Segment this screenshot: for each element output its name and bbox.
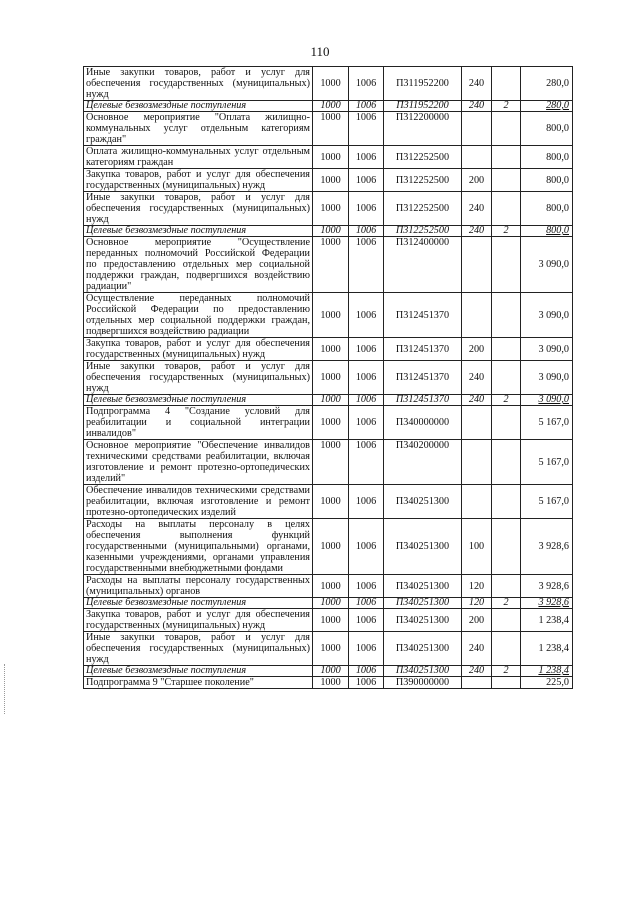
row-expense-type — [462, 146, 492, 169]
row-amount: 280,0 — [521, 101, 573, 112]
row-section: 1000 — [313, 146, 349, 169]
row-amount: 1 238,4 — [521, 609, 573, 632]
row-source — [492, 485, 521, 519]
row-expense-type: 240 — [462, 101, 492, 112]
row-expense-type: 240 — [462, 192, 492, 226]
table-row — [84, 575, 573, 598]
row-name: Целевые безвозмездные поступления — [84, 101, 313, 112]
table-row-gift — [84, 598, 573, 609]
row-source — [492, 192, 521, 226]
row-expense-type: 100 — [462, 519, 492, 575]
page-number: 110 — [310, 44, 330, 59]
row-section: 1000 — [313, 226, 349, 237]
row-name: Закупка товаров, работ и услуг для обеспечения государственных (муниципальных) нужд — [84, 609, 313, 632]
table-row-gift — [84, 226, 573, 237]
row-target-code: П340251300 — [384, 609, 462, 632]
row-amount: 5 167,0 — [521, 440, 573, 485]
table-row — [84, 338, 573, 361]
row-amount: 3 090,0 — [521, 237, 573, 293]
row-section: 1000 — [313, 598, 349, 609]
row-subsection: 1006 — [349, 67, 384, 101]
table-row — [84, 440, 573, 485]
row-expense-type — [462, 677, 492, 689]
row-name: Иные закупки товаров, работ и услуг для обеспечения государственных (муниципальных) нужд — [84, 192, 313, 226]
row-section: 1000 — [313, 169, 349, 192]
row-section: 1000 — [313, 406, 349, 440]
row-name: Целевые безвозмездные поступления — [84, 395, 313, 406]
row-section: 1000 — [313, 666, 349, 677]
row-subsection: 1006 — [349, 112, 384, 146]
row-amount: 3 090,0 — [521, 395, 573, 406]
row-name: Оплата жилищно-коммунальных услуг отдельным категориям граждан — [84, 146, 313, 169]
table-row-gift — [84, 666, 573, 677]
table-row — [84, 361, 573, 395]
row-section: 1000 — [313, 575, 349, 598]
row-expense-type: 240 — [462, 226, 492, 237]
row-subsection: 1006 — [349, 293, 384, 338]
row-section: 1000 — [313, 338, 349, 361]
row-source: 2 — [492, 598, 521, 609]
row-name: Основное мероприятие "Осуществление переданных полномочий Российской Федерации по предоставлению отдельных мер социальной поддержки граждан, подвергшихся воздействию радиации" — [84, 237, 313, 293]
row-amount: 3 090,0 — [521, 293, 573, 338]
row-section: 1000 — [313, 677, 349, 689]
row-subsection: 1006 — [349, 485, 384, 519]
row-expense-type — [462, 485, 492, 519]
row-source: 2 — [492, 226, 521, 237]
row-name: Обеспечение инвалидов техническими средствами реабилитации, включая изготовление и ремонт протезно-ортопедических изделий — [84, 485, 313, 519]
row-source — [492, 112, 521, 146]
row-target-code: П312451370 — [384, 395, 462, 406]
row-name: Расходы на выплаты персоналу в целях обеспечения выполнения функций государственными (муниципальными) органами, казенными учреждениями, органами управления государственными внебюджетными фондами — [84, 519, 313, 575]
row-section: 1000 — [313, 67, 349, 101]
row-subsection: 1006 — [349, 338, 384, 361]
row-name: Основное мероприятие "Обеспечение инвалидов техническими средствами реабилитации, включая изготовление и ремонт протезно-ортопедических изделий" — [84, 440, 313, 485]
row-subsection: 1006 — [349, 406, 384, 440]
row-target-code: П340251300 — [384, 666, 462, 677]
table-row-gift — [84, 395, 573, 406]
row-name: Основное мероприятие "Оплата жилищно-коммунальных услуг отдельным категориям граждан" — [84, 112, 313, 146]
row-expense-type: 240 — [462, 632, 492, 666]
row-subsection: 1006 — [349, 226, 384, 237]
row-target-code: П312451370 — [384, 338, 462, 361]
row-name: Подпрограмма 9 "Старшее поколение" — [84, 677, 313, 689]
row-expense-type: 200 — [462, 338, 492, 361]
row-section: 1000 — [313, 101, 349, 112]
row-amount: 1 238,4 — [521, 666, 573, 677]
row-subsection: 1006 — [349, 519, 384, 575]
row-target-code: П311952200 — [384, 67, 462, 101]
row-target-code: П312252500 — [384, 169, 462, 192]
row-name: Целевые безвозмездные поступления — [84, 226, 313, 237]
row-target-code: П312252500 — [384, 146, 462, 169]
row-name: Осуществление переданных полномочий Российской Федерации по предоставлению отдельных мер социальной поддержки граждан, подвергшихся воздействию радиации — [84, 293, 313, 338]
row-subsection: 1006 — [349, 609, 384, 632]
row-section: 1000 — [313, 440, 349, 485]
row-section: 1000 — [313, 112, 349, 146]
row-expense-type — [462, 112, 492, 146]
table-row — [84, 632, 573, 666]
table-row — [84, 146, 573, 169]
row-amount: 800,0 — [521, 146, 573, 169]
row-name: Закупка товаров, работ и услуг для обеспечения государственных (муниципальных) нужд — [84, 169, 313, 192]
table-body — [84, 67, 573, 689]
budget-table — [83, 66, 573, 689]
table-row — [84, 293, 573, 338]
row-amount: 3 928,6 — [521, 598, 573, 609]
row-name: Иные закупки товаров, работ и услуг для обеспечения государственных (муниципальных) нужд — [84, 361, 313, 395]
row-amount: 5 167,0 — [521, 485, 573, 519]
row-expense-type: 200 — [462, 609, 492, 632]
row-target-code: П340251300 — [384, 632, 462, 666]
row-source — [492, 440, 521, 485]
row-expense-type — [462, 293, 492, 338]
table-row — [84, 677, 573, 689]
row-amount: 800,0 — [521, 112, 573, 146]
row-subsection: 1006 — [349, 677, 384, 689]
margin-mark — [4, 664, 8, 714]
row-target-code: П340251300 — [384, 485, 462, 519]
table-row — [84, 406, 573, 440]
row-source — [492, 677, 521, 689]
row-target-code: П312252500 — [384, 226, 462, 237]
row-amount: 280,0 — [521, 67, 573, 101]
row-subsection: 1006 — [349, 101, 384, 112]
row-expense-type: 240 — [462, 666, 492, 677]
row-amount: 3 090,0 — [521, 361, 573, 395]
row-section: 1000 — [313, 609, 349, 632]
row-name: Расходы на выплаты персоналу государственных (муниципальных) органов — [84, 575, 313, 598]
row-expense-type — [462, 440, 492, 485]
table-row-gift — [84, 101, 573, 112]
row-section: 1000 — [313, 192, 349, 226]
row-source — [492, 575, 521, 598]
row-amount: 5 167,0 — [521, 406, 573, 440]
row-target-code: П390000000 — [384, 677, 462, 689]
row-amount: 800,0 — [521, 169, 573, 192]
row-source — [492, 361, 521, 395]
row-source — [492, 609, 521, 632]
row-name: Иные закупки товаров, работ и услуг для обеспечения государственных (муниципальных) нужд — [84, 67, 313, 101]
row-subsection: 1006 — [349, 237, 384, 293]
row-section: 1000 — [313, 519, 349, 575]
row-source — [492, 67, 521, 101]
row-name: Целевые безвозмездные поступления — [84, 666, 313, 677]
table-row — [84, 67, 573, 101]
row-section: 1000 — [313, 293, 349, 338]
row-section: 1000 — [313, 395, 349, 406]
row-source — [492, 146, 521, 169]
table-row — [84, 519, 573, 575]
row-expense-type: 240 — [462, 67, 492, 101]
row-source — [492, 293, 521, 338]
row-section: 1000 — [313, 237, 349, 293]
row-subsection: 1006 — [349, 440, 384, 485]
row-expense-type — [462, 406, 492, 440]
row-source: 2 — [492, 101, 521, 112]
row-expense-type: 120 — [462, 598, 492, 609]
table-row — [84, 112, 573, 146]
row-target-code: П312400000 — [384, 237, 462, 293]
row-subsection: 1006 — [349, 575, 384, 598]
row-source — [492, 169, 521, 192]
row-amount: 1 238,4 — [521, 632, 573, 666]
row-source: 2 — [492, 666, 521, 677]
row-target-code: П340000000 — [384, 406, 462, 440]
row-source — [492, 338, 521, 361]
row-subsection: 1006 — [349, 666, 384, 677]
row-target-code: П312200000 — [384, 112, 462, 146]
row-target-code: П340200000 — [384, 440, 462, 485]
row-source — [492, 519, 521, 575]
row-source — [492, 406, 521, 440]
row-subsection: 1006 — [349, 169, 384, 192]
row-section: 1000 — [313, 485, 349, 519]
row-amount: 3 928,6 — [521, 519, 573, 575]
row-subsection: 1006 — [349, 192, 384, 226]
row-target-code: П312252500 — [384, 192, 462, 226]
table-row — [84, 609, 573, 632]
row-amount: 800,0 — [521, 192, 573, 226]
row-name: Подпрограмма 4 "Создание условий для реабилитации и социальной интеграции инвалидов" — [84, 406, 313, 440]
row-subsection: 1006 — [349, 146, 384, 169]
table-row — [84, 485, 573, 519]
row-amount: 225,0 — [521, 677, 573, 689]
row-target-code: П311952200 — [384, 101, 462, 112]
row-source: 2 — [492, 395, 521, 406]
table-row — [84, 169, 573, 192]
row-expense-type: 120 — [462, 575, 492, 598]
row-source — [492, 237, 521, 293]
row-subsection: 1006 — [349, 632, 384, 666]
row-name: Иные закупки товаров, работ и услуг для обеспечения государственных (муниципальных) нужд — [84, 632, 313, 666]
row-expense-type: 240 — [462, 395, 492, 406]
row-target-code: П312451370 — [384, 293, 462, 338]
row-amount: 3 928,6 — [521, 575, 573, 598]
table-row — [84, 192, 573, 226]
row-section: 1000 — [313, 632, 349, 666]
row-expense-type — [462, 237, 492, 293]
row-target-code: П340251300 — [384, 598, 462, 609]
row-subsection: 1006 — [349, 598, 384, 609]
row-expense-type: 240 — [462, 361, 492, 395]
row-subsection: 1006 — [349, 395, 384, 406]
row-target-code: П312451370 — [384, 361, 462, 395]
row-target-code: П340251300 — [384, 519, 462, 575]
table-row — [84, 237, 573, 293]
row-subsection: 1006 — [349, 361, 384, 395]
row-target-code: П340251300 — [384, 575, 462, 598]
row-amount: 800,0 — [521, 226, 573, 237]
row-name: Целевые безвозмездные поступления — [84, 598, 313, 609]
row-expense-type: 200 — [462, 169, 492, 192]
row-section: 1000 — [313, 361, 349, 395]
row-amount: 3 090,0 — [521, 338, 573, 361]
row-source — [492, 632, 521, 666]
row-name: Закупка товаров, работ и услуг для обеспечения государственных (муниципальных) нужд — [84, 338, 313, 361]
